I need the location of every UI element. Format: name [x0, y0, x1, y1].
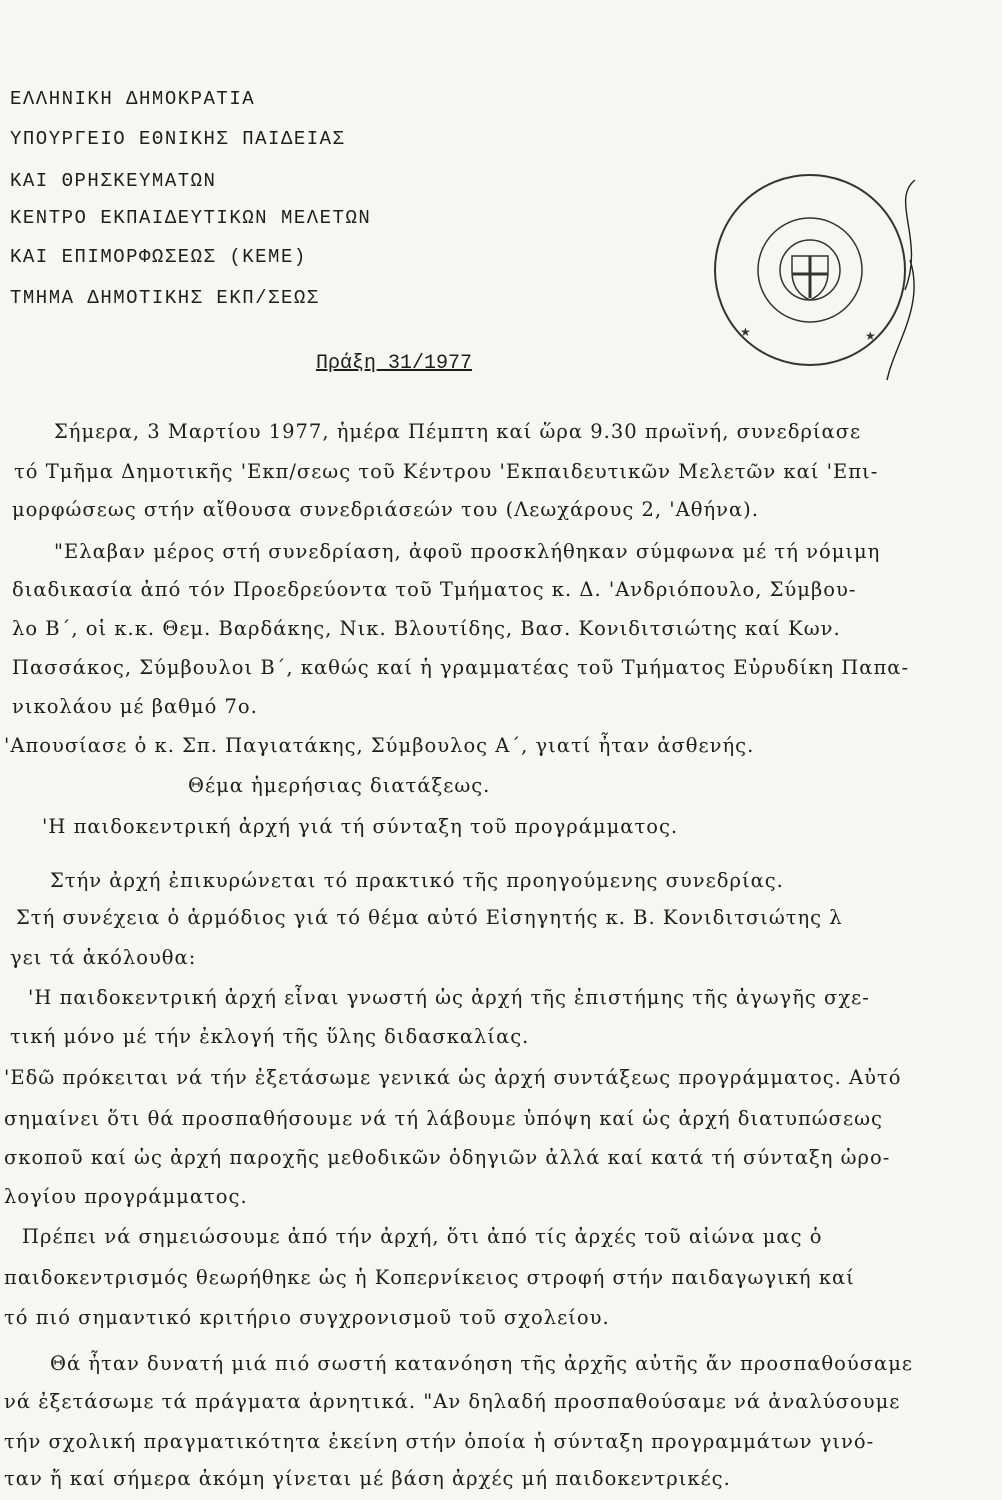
body-line-2: τό Τμῆμα Δημοτικῆς 'Εκπ/σεως τοῦ Κέντρου 'Εκπαιδευτικῶν Μελετῶν καί 'Επι- — [14, 460, 879, 483]
body-line-3: μορφώσεως στήν αἴθουσα συνεδριάσεών του (Λεωχάρους 2, 'Αθήνα). — [12, 498, 759, 521]
body-line-17: 'Εδῶ πρόκειται νά τήν ἐξετάσωμε γενικά ὡς ἀρχή συντάξεως προγράμματος. Αὐτό — [4, 1066, 902, 1089]
body-line-23: τό πιό σημαντικό κριτήριο συγχρονισμοῦ τοῦ σχολείου. — [4, 1306, 610, 1329]
svg-text:★: ★ — [865, 329, 876, 343]
body-line-16: τική μόνο μέ τήν ἐκλογή τῆς ὕλης διδασκαλίας. — [10, 1025, 530, 1048]
header-line-5: ΚΑΙ ΕΠΙΜΟΡΦΩΣΕΩΣ (ΚΕΜΕ) — [10, 246, 307, 268]
body-line-9: 'Απουσίασε ὁ κ. Σπ. Παγιατάκης, Σύμβουλος Α΄, γιατί ἦταν ἀσθενής. — [4, 734, 755, 757]
body-line-21: Πρέπει νά σημειώσουμε ἀπό τήν ἀρχή, ὅτι ἀπό τίς ἀρχές τοῦ αἰώνα μας ὁ — [22, 1225, 823, 1248]
body-line-4: "Ελαβαν μέρος στή συνεδρίαση, ἀφοῦ προσκλήθηκαν σύμφωνα μέ τή νόμιμη — [54, 540, 881, 563]
body-line-5: διαδικασία ἀπό τόν Προεδρεύοντα τοῦ Τμήματος κ. Δ. 'Ανδριόπουλο, Σύμβου- — [12, 578, 857, 601]
body-line-25: νά ἐξετάσωμε τά πράγματα ἀρνητικά. "Αν δηλαδή προσπαθούσαμε νά ἀναλύσουμε — [4, 1390, 901, 1413]
header-line-6: ΤΜΗΜΑ ΔΗΜΟΤΙΚΗΣ ΕΚΠ/ΣΕΩΣ — [10, 287, 320, 309]
body-line-26: τήν σχολική πραγματικότητα ἐκείνη στήν ὁποία ἡ σύνταξη προγραμμάτων γινό- — [4, 1430, 875, 1453]
svg-text:★: ★ — [740, 325, 751, 339]
body-line-19: σκοποῦ καί ὡς ἀρχή παροχῆς μεθοδικῶν ὁδηγιῶν ἀλλά καί κατά τή σύνταξη ὡρο- — [4, 1146, 891, 1169]
document-title: Πράξη 31/1977 — [316, 352, 473, 375]
header-line-2: ΥΠΟΥΡΓΕΙΟ ΕΘΝΙΚΗΣ ΠΑΙΔΕΙΑΣ — [10, 128, 346, 150]
body-line-15: 'Η παιδοκεντρική ἀρχή εἶναι γνωστή ὡς ἀρχή τῆς ἐπιστήμης τῆς ἀγωγῆς σχε- — [28, 986, 870, 1009]
body-line-7: Πασσάκος, Σύμβουλοι Β΄, καθώς καί ἡ γραμματέας τοῦ Τμήματος Εὐρυδίκη Παπα- — [12, 656, 910, 679]
body-line-6: λο Β΄, οἱ κ.κ. Θεμ. Βαρδάκης, Νικ. Βλουτίδης, Βασ. Κονιδιτσιώτης καί Κων. — [12, 617, 841, 640]
body-line-18: σημαίνει ὅτι θά προσπαθήσουμε νά τή λάβουμε ὑπόψη καί ὡς ἀρχή διατυπώσεως — [4, 1107, 883, 1130]
body-line-13: Στή συνέχεια ὁ ἁρμόδιος γιά τό θέμα αὐτό Εἰσηγητής κ. Β. Κονιδιτσιώτης λ — [16, 906, 843, 929]
agenda-topic: 'Η παιδοκεντρική ἀρχή γιά τή σύνταξη τοῦ προγράμματος. — [42, 815, 679, 838]
header-line-1: ΕΛΛΗΝΙΚΗ ΔΗΜΟΚΡΑΤΙΑ — [10, 88, 256, 110]
body-line-14: γει τά ἀκόλουθα: — [10, 946, 197, 969]
body-line-27: ταν ἤ καί σήμερα ἀκόμη γίνεται μέ βάση ἀρχές μή παιδοκεντρικές. — [4, 1467, 731, 1490]
body-line-12: Στήν ἀρχή ἐπικυρώνεται τό πρακτικό τῆς προηγούμενης συνεδρίας. — [50, 869, 784, 892]
header-line-3: ΚΑΙ ΘΡΗΣΚΕΥΜΑΤΩΝ — [10, 170, 217, 192]
official-stamp-seal — [700, 160, 920, 380]
body-line-1: Σήμερα, 3 Μαρτίου 1977, ἡμέρα Πέμπτη καί ὥρα 9.30 πρωϊνή, συνεδρίασε — [54, 420, 862, 443]
agenda-heading: Θέμα ἡμερήσιας διατάξεως. — [188, 774, 491, 797]
body-line-8: νικολάου μέ βαθμό 7ο. — [12, 695, 258, 718]
header-line-4: ΚΕΝΤΡΟ ΕΚΠΑΙΔΕΥΤΙΚΩΝ ΜΕΛΕΤΩΝ — [10, 207, 372, 229]
body-line-20: λογίου προγράμματος. — [4, 1185, 248, 1208]
body-line-22: παιδοκεντρισμός θεωρήθηκε ὡς ἡ Κοπερνίκειος στροφή στήν παιδαγωγική καί — [4, 1266, 855, 1289]
body-line-24: Θά ἦταν δυνατή μιά πιό σωστή κατανόηση τῆς ἀρχῆς αὐτῆς ἄν προσπαθούσαμε — [50, 1352, 913, 1375]
